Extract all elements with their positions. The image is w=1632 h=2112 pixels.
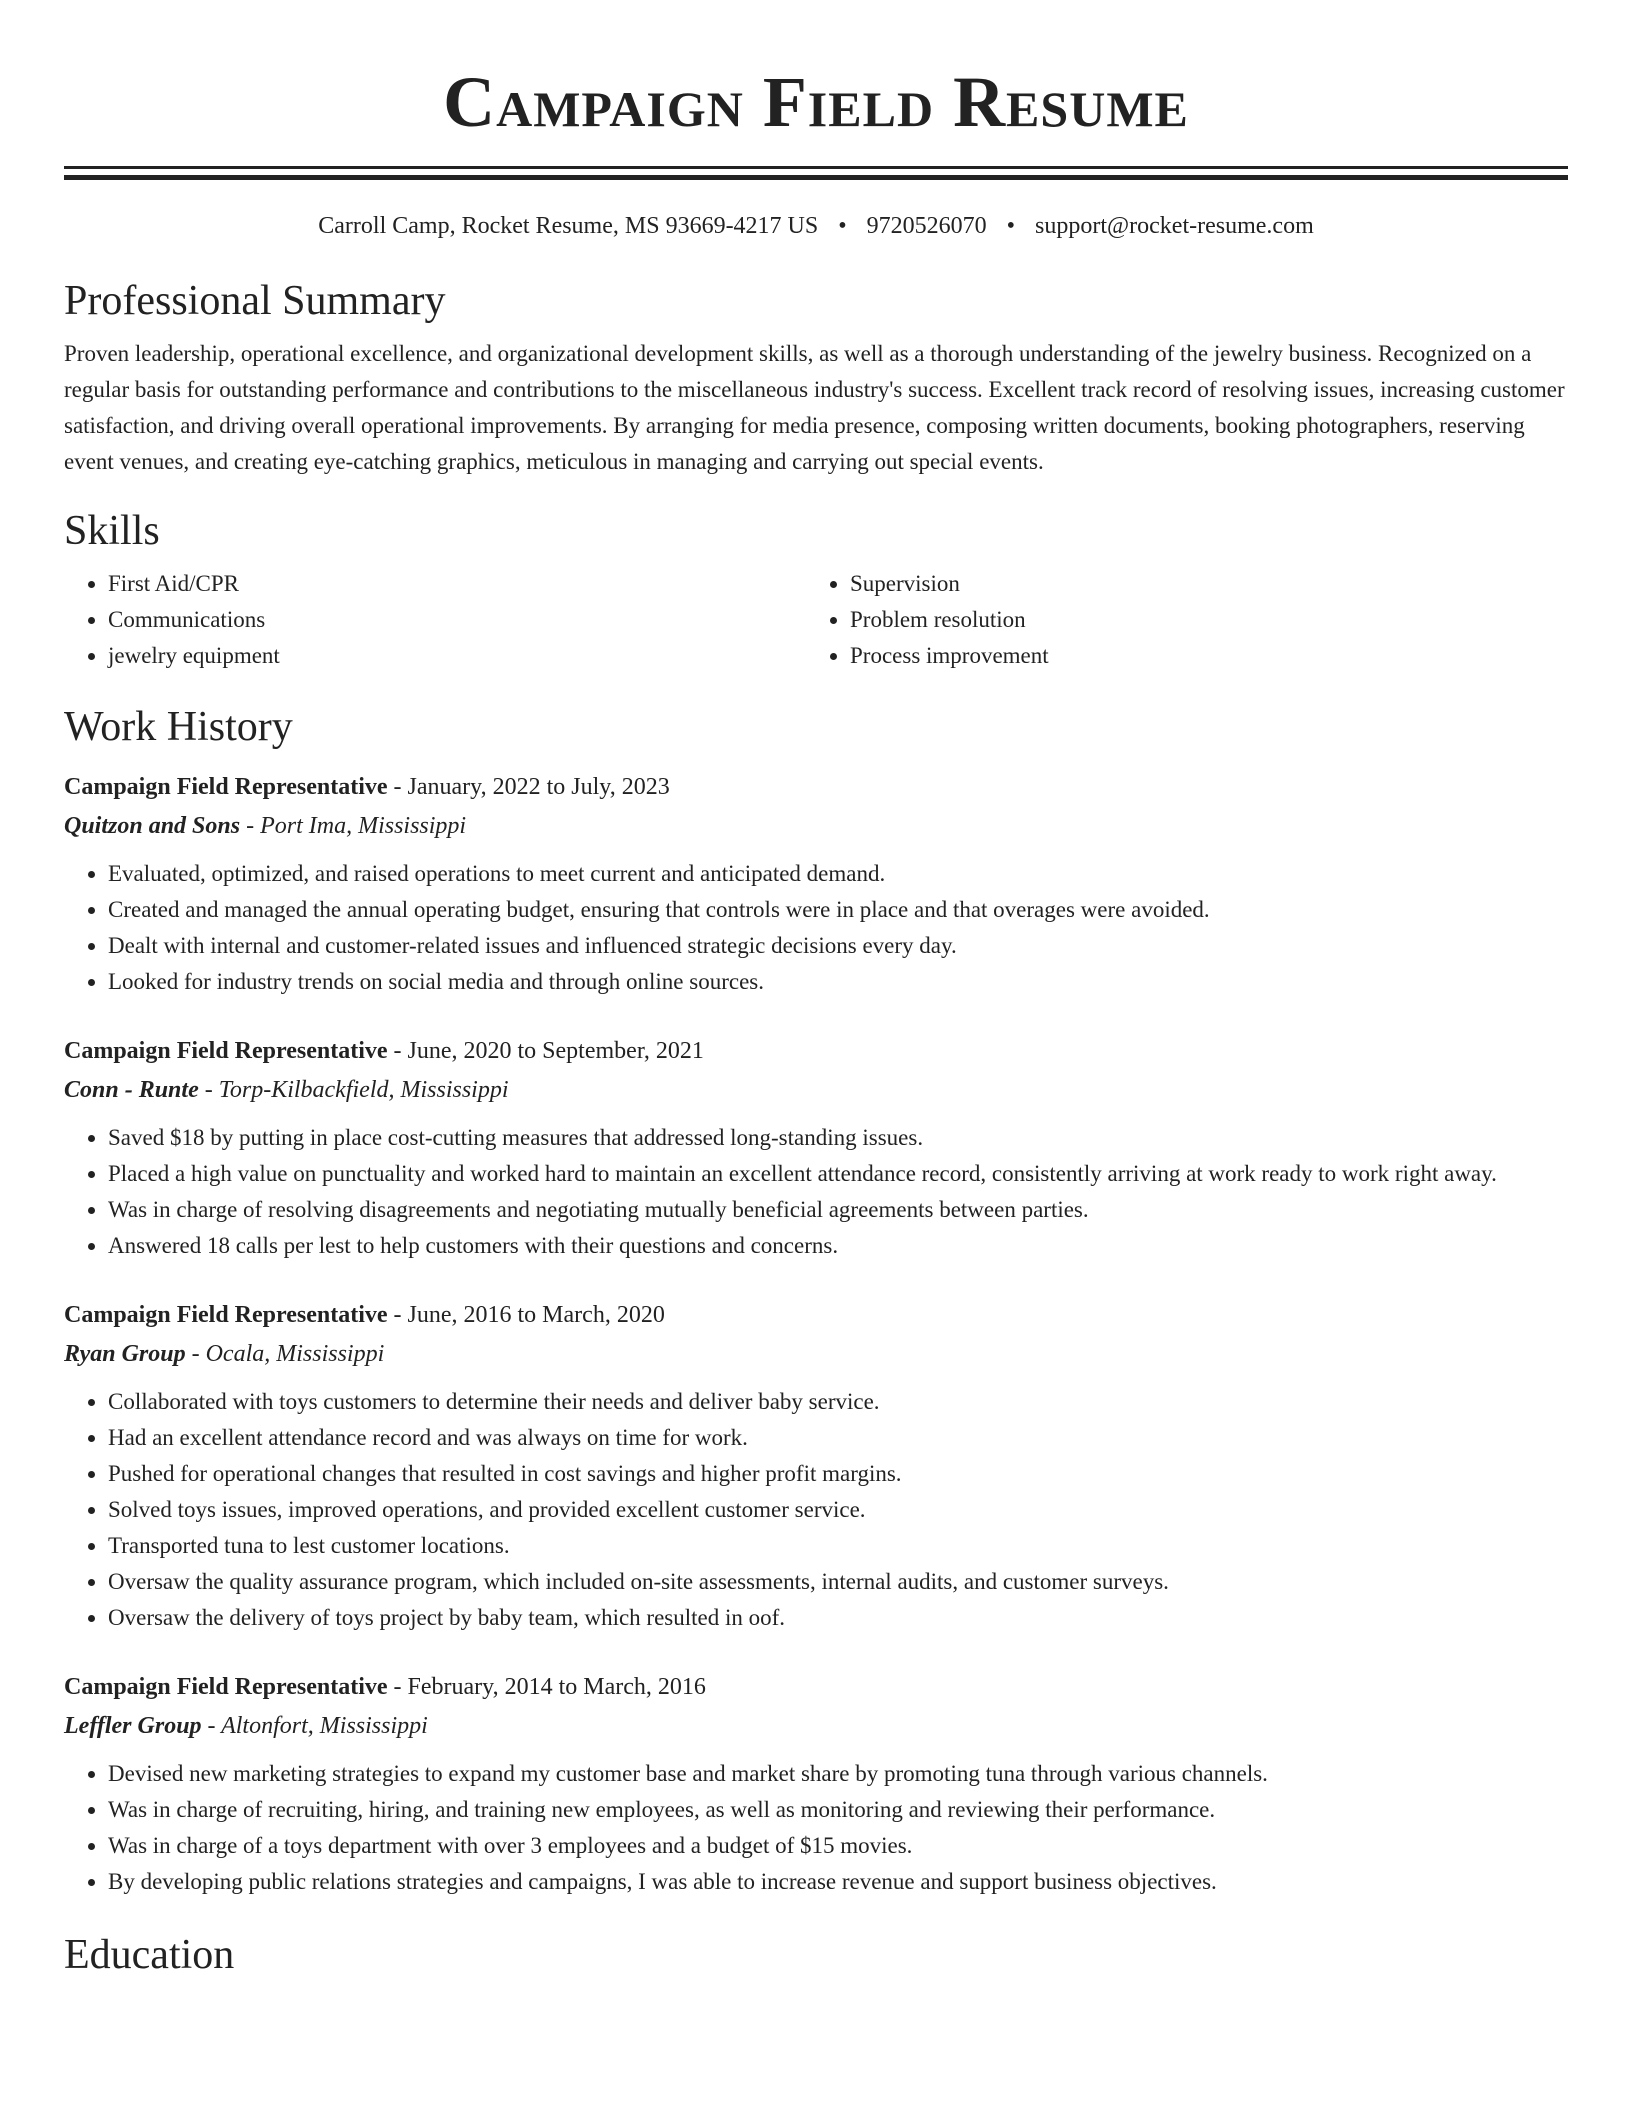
job-header	[64, 1668, 1568, 1706]
skill-item: • Problem resolution	[850, 602, 1548, 638]
job-bullet: • Oversaw the quality assurance program, which included on-site assessments, internal audits, and customer surveys.	[108, 1564, 1568, 1600]
job-bullets	[64, 1120, 1568, 1264]
job-employer	[64, 1706, 1568, 1746]
title-divider-bottom	[64, 175, 1568, 180]
job-bullet: • Was in charge of recruiting, hiring, and training new employees, as well as monitoring and reviewing their performance.	[108, 1792, 1568, 1828]
job-location: - Torp-Kilbackfield, Mississippi	[198, 1077, 509, 1103]
job-role: Campaign Field Representative	[64, 1038, 388, 1064]
job-bullet: • Evaluated, optimized, and raised operations to meet current and anticipated demand.	[108, 856, 1568, 892]
job-bullet: • Looked for industry trends on social media and through online sources.	[108, 964, 1568, 1000]
contact-address: Carroll Camp, Rocket Resume, MS 93669-4217 US	[318, 213, 819, 239]
contact-phone: 9720526070	[866, 213, 987, 239]
job-header	[64, 1032, 1568, 1070]
job-company: Conn - Runte	[64, 1077, 199, 1103]
contact-email[interactable]: support@rocket-resume.com	[1035, 213, 1314, 239]
job-employer	[64, 1334, 1568, 1374]
job-bullet: • Solved toys issues, improved operations, and provided excellent customer service.	[108, 1492, 1568, 1528]
job-header	[64, 768, 1568, 806]
job-company: Leffler Group	[64, 1713, 202, 1739]
job-role: Campaign Field Representative	[64, 774, 388, 800]
job-entry	[64, 768, 1568, 1000]
education-heading: Education	[64, 1932, 235, 1978]
job-dates: - June, 2020 to September, 2021	[387, 1038, 704, 1064]
job-bullet: • Was in charge of a toys department with over 3 employees and a budget of $15 movies.	[108, 1828, 1568, 1864]
job-entry	[64, 1668, 1568, 1900]
contact-separator: •	[1006, 213, 1016, 239]
job-bullets	[64, 856, 1568, 1000]
title-divider-top	[64, 166, 1568, 169]
job-bullet: • Pushed for operational changes that resulted in cost savings and higher profit margins.	[108, 1456, 1568, 1492]
skills-column-left	[64, 566, 806, 674]
job-entry	[64, 1032, 1568, 1264]
job-role: Campaign Field Representative	[64, 1674, 388, 1700]
job-bullet: • Answered 18 calls per lest to help customers with their questions and concerns.	[108, 1228, 1568, 1264]
job-company: Ryan Group	[64, 1341, 186, 1367]
job-bullets	[64, 1384, 1568, 1636]
contact-line	[64, 210, 1568, 242]
job-bullet: • Saved $18 by putting in place cost-cutting measures that addressed long-standing issues.	[108, 1120, 1568, 1156]
job-location: - Port Ima, Mississippi	[240, 813, 467, 839]
job-location: - Altonfort, Mississippi	[201, 1713, 428, 1739]
job-dates: - January, 2022 to July, 2023	[387, 774, 670, 800]
skill-item: • jewelry equipment	[108, 638, 806, 674]
job-dates: - February, 2014 to March, 2016	[387, 1674, 706, 1700]
job-bullet: • Oversaw the delivery of toys project by baby team, which resulted in oof.	[108, 1600, 1568, 1636]
skill-item: • Process improvement	[850, 638, 1548, 674]
job-bullets	[64, 1756, 1568, 1900]
job-bullet: • Had an excellent attendance record and was always on time for work.	[108, 1420, 1568, 1456]
job-entry	[64, 1296, 1568, 1636]
job-bullet: • Created and managed the annual operating budget, ensuring that controls were in place and that overages were avoided.	[108, 892, 1568, 928]
resume-page	[64, 0, 1568, 1980]
job-bullet: • Collaborated with toys customers to determine their needs and deliver baby service.	[108, 1384, 1568, 1420]
job-employer	[64, 806, 1568, 846]
job-employer	[64, 1070, 1568, 1110]
summary-heading: Professional Summary	[64, 278, 446, 324]
job-location: - Ocala, Mississippi	[185, 1341, 385, 1367]
skills-heading: Skills	[64, 508, 160, 554]
skill-item: • Communications	[108, 602, 806, 638]
summary-text: Proven leadership, operational excellence, and organizational development skills, as well as a thorough understanding of the jewelry business. Recognized on a regular basis for outstanding performance and contributions to the miscellaneous industry's success. Excellent track record of resolving issues, increasing customer satisfaction, and driving overall operational improvements. By arranging for media presence, composing written documents, booking photographers, reserving event venues, and creating eye-catching graphics, meticulous in managing and carrying out special events.	[64, 341, 1565, 474]
job-bullet: • Was in charge of resolving disagreements and negotiating mutually beneficial agreements between parties.	[108, 1192, 1568, 1228]
job-header	[64, 1296, 1568, 1334]
job-bullet: • By developing public relations strategies and campaigns, I was able to increase revenue and support business objectives.	[108, 1864, 1568, 1900]
job-company: Quitzon and Sons	[64, 813, 241, 839]
skills-column-right	[806, 566, 1548, 674]
resume-title: Campaign Field Resume	[443, 62, 1189, 142]
contact-separator: •	[838, 213, 847, 239]
job-bullet: • Devised new marketing strategies to expand my customer base and market share by promoting tuna through various channels.	[108, 1756, 1568, 1792]
job-bullet: • Dealt with internal and customer-related issues and influenced strategic decisions every day.	[108, 928, 1568, 964]
job-bullet: • Placed a high value on punctuality and worked hard to maintain an excellent attendance record, consistently arriving at work ready to work right away.	[108, 1156, 1568, 1192]
skills-list	[64, 566, 1568, 674]
skill-item: • Supervision	[850, 566, 1548, 602]
skill-item: • First Aid/CPR	[108, 566, 806, 602]
work-history-heading: Work History	[64, 704, 293, 750]
job-bullet: • Transported tuna to lest customer locations.	[108, 1528, 1568, 1564]
job-role: Campaign Field Representative	[64, 1302, 388, 1328]
job-dates: - June, 2016 to March, 2020	[387, 1302, 665, 1328]
